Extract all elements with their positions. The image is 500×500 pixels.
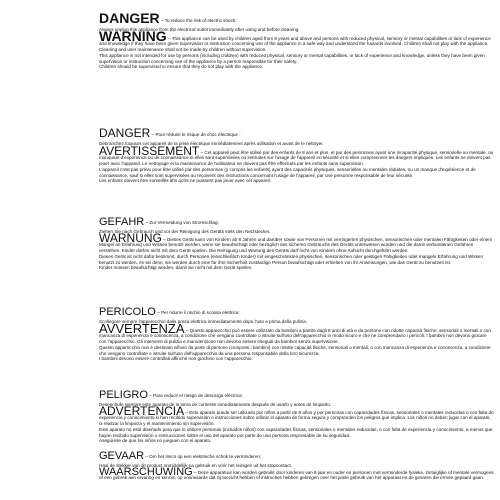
heading-lead: – Deze apparatuur kan worden gebruikt door kinderen van 8 jaar en ouder en personen met verminderde fysieke, zintuiglijke of mentale vermogens of een gebrek aan ervaring en kennis, op voorwaarde dat zij toezicht hebben of instructies hebben gekregen over het juiste gebruik van het apparaat en de gevaren die ermee gepaard gaan. (99, 469, 494, 481)
heading-lead: – Para reducir el riesgo de descarga eléctrica: (147, 393, 243, 398)
paragraph: Children should be supervised to ensure that they do not play with the appliance. (99, 64, 264, 70)
paragraph: I bambini devono essere controllati affinché non giochino con l'apparecchio. (99, 356, 253, 362)
paragraph: Débranchez toujours cet appareil de la prise électrique immédiatement après utilisation et avant de le nettoyer. (99, 141, 324, 146)
paragraph: Haal de stekker van dit product onmiddellijk na gebruik en vóór het reinigen uit het stopcontact. (99, 463, 293, 468)
heading-word: WARNUNG (99, 230, 162, 245)
heading-word: PERICOLO (99, 306, 156, 318)
heading-lead: – Cet appareil peut être utilisé par des enfants de 8 ans et plus, et par des personnes ayant une incapacité physique, sensorielle ou mentale, ou manquant d'expérience ou de connaissance si elles sont supervisées ou instruites sur l'usage de l'appareil en sécurité et si elles comprennent les dangers impliqués. Les enfants ne doivent pas jouer avec l'appareil. Le nettoyage et la maintenance de l'utilisateur ne doivent pas être effectués par les enfants sans supervision. (99, 149, 494, 167)
heading-word: AVERTISSEMENT (99, 143, 200, 158)
heading-lead: – Este aparato puede ser utilizado por niños a partir de 8 años y por personas con capacidades físicas, sensoriales o mentales reducidas o con falta de experiencia y conocimiento si han recibido supervisión o instrucciones sobre utilizar el aparato de forma segura y comprenden los peligros que implica. Los niños no deben jugar con el aparato, ni realizar la limpieza y el mantenimiento sin supervisión. (99, 409, 494, 427)
heading-danger (99, 11, 495, 27)
paragraph: This appliance is not intended for use by persons (including children) with reduced physical, sensory or mental capabilities, or lack of experience and knowledge, unless they have been given supervision or instruction concerning use of the appliance by a person responsible for their safety. (99, 52, 485, 64)
paragraph: Kinder müssen beaufsichtigt werden, damit sie nicht mit dem Gerät spielen. (99, 265, 253, 271)
paragraph: Always unplug this appliance from the electrical outlet immediately after using and before cleaning. (99, 27, 300, 32)
heading-word: GEVAAR (99, 450, 145, 462)
heading-lead: – This appliance can be used by children aged from 8 years and above and persons with reduced physical, sensory or mental capabilities or lack of experience and knowledge if they have been given supervision or instruction concerning use of the appliance in a safe way and understand the hazards involved. Children shall not play with the appliance. (99, 35, 491, 47)
paragraph: L'appareil n'est pas prévu pour être utilisé par des personnes (y compris les enfants) ayant des capacités physiques, sensorielles ou mentales réduites, ou un manque d'expérience et de connaissance, sauf si elles sont supervisées ou reçoivent des instructions concernant l'usage de l'appareil, par une personne responsable de leur sécurité. (99, 166, 476, 178)
paragraph: Ziehen Sie nach Gebrauch und vor der Reinigung des Geräts stets den Netzstecker. (99, 229, 271, 234)
paragraph: Scollegare sempre l'apparecchio dalla presa elettrica immediatamente dopo l'uso e prima della pulizia. (99, 319, 308, 324)
heading-word: ADVERTENCIA (99, 403, 185, 418)
section-french (99, 125, 495, 184)
heading-lead: – Om het risico op een elektrische schok te verminderen: (144, 454, 262, 459)
section-german (99, 213, 495, 271)
paragraph: Cleaning and user maintenance shall not be made by children without supervision. (99, 47, 267, 53)
heading-word: WAARSCHUWING (99, 465, 193, 478)
paragraph: Desenchufe siempre este aparato de la toma de corriente inmediatamente después de usarlo y antes de limpiarlo. (99, 402, 332, 407)
heading-word: AVVERTENZA (99, 320, 185, 336)
heading-lead: – To reduce the risk of electric shock: (159, 18, 237, 23)
heading-lead: – Per ridurre il rischio di scossa elettrica: (155, 310, 240, 315)
heading-pericolo (99, 303, 495, 319)
heading-word: GEFAHR (99, 216, 145, 228)
paragraph: Dieses Gerät ist nicht dafür bestimmt, durch Personen (einschließlich Kinder) mit eingeschränkten physischen, sensorischen oder geistigen Fähigkeiten oder mangels Erfahrung und Wissen benutzt zu werden, es sei denn, sie werden durch eine für ihre Sicherheit zuständige Person beaufsichtigt oder erhielten von ihr Anweisungen, wie das Gerät zu benutzen ist. (99, 253, 484, 265)
heading-lead: – Pour réduire le risque de choc électrique : (150, 132, 241, 137)
heading-word: DANGER (99, 126, 151, 140)
heading-lead: – Zur Vermeidung von Stromschlag: (144, 220, 219, 225)
section-spanish (99, 386, 495, 444)
heading-lead: – Questo apparecchio può essere utilizzato da bambini a partire dagli 8 anni di età e da persone con ridotte capacità fisiche, sensoriali o mentali o con mancanza di esperienza e conoscenza, a condizione che vengano controllate o istruite sull'uso dell'apparecchio in modo sicuro e che ne comprendano i pericoli. I bambini non devono giocare con l'apparecchio. Gli interventi di pulizia e manutenzione non devono essere eseguiti da bambini senza supervisione. (99, 327, 491, 345)
paragraph: Les enfants doivent être surveillés afin qu'ils ne puissent pas jouer avec cet appareil. (99, 178, 271, 184)
heading-lead: – Dieses Gerät kann von Kindern ab 8 Jahren und darüber sowie von Personen mit verringerten physischen, sensorischen oder mentalen Fähigkeiten oder einem Mangel an Erfahrung und Wissen benutzt werden, wenn sie beaufsichtigt oder bezüglich des sicheren Gebrauchs des Geräts unterwiesen wurden und die damit verbundenen Gefahren verstehen. Kinder dürfen nicht mit dem Gerät spielen. Die Reinigung und Wartung des Geräts darf nicht von Kindern ohne Aufsicht durchgeführt werden. (99, 236, 493, 254)
heading-peligro (99, 386, 495, 402)
section-english (99, 11, 495, 70)
heading-danger (99, 125, 495, 141)
heading-gevaar (99, 447, 495, 463)
heading-gefahr (99, 213, 495, 229)
heading-word: PELIGRO (99, 389, 148, 401)
heading-word: DANGER (99, 11, 160, 26)
paragraph: Este aparato no está diseñado para que lo utilicen personas (incluidos niños) con capacidades físicas, sensoriales o mentales reducidas, o con falta de experiencia y conocimiento, a menos que hayan recibido supervisión o instrucciones sobre el uso del aparato por parte de una persona responsable de su seguridad. (99, 426, 493, 438)
section-italian (99, 303, 495, 362)
paragraph: Questo apparecchio non è destinato all'uso da parte di persone (compresi i bambini) con ridotte capacità fisiche, sensoriali o mentali, o con mancanza di esperienza e conoscenza, a condizione che vengano controllate o istruite sull'uso dell'apparecchio da una persona responsabile della loro sicurezza. (99, 344, 491, 356)
heading-word: WARNING (99, 27, 167, 44)
paragraph: Asegúrese de que los niños no jueguen con el aparato. (99, 438, 212, 444)
section-dutch (99, 447, 495, 500)
